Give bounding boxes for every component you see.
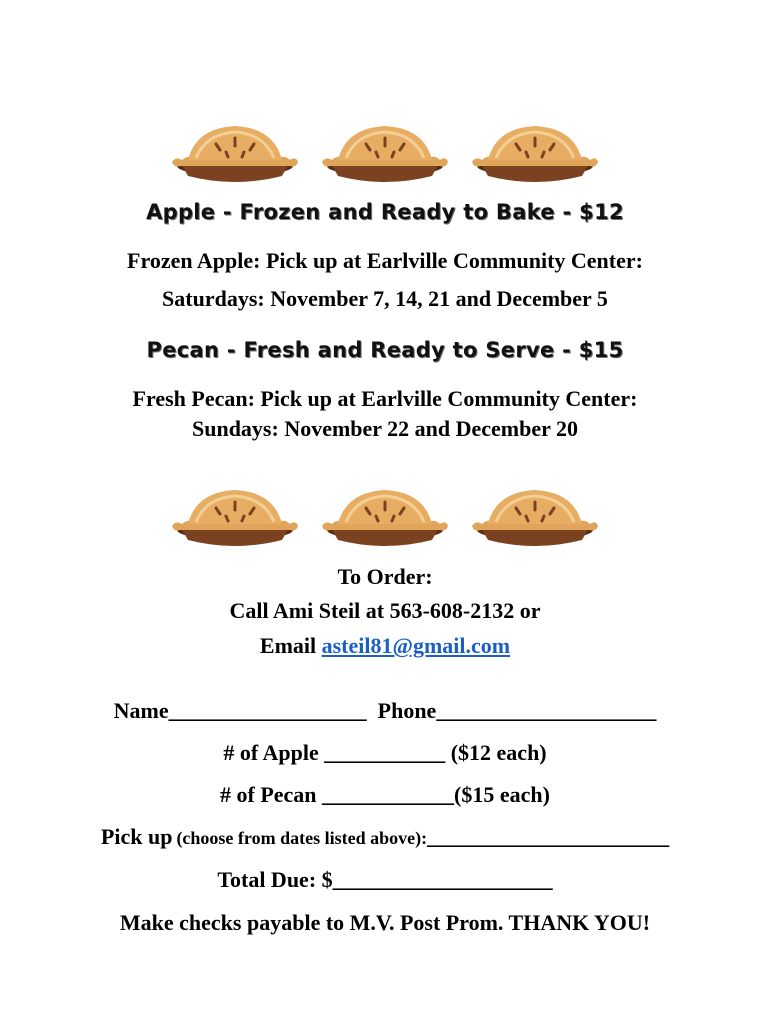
pie-icon bbox=[166, 482, 304, 554]
pie-row-bottom bbox=[0, 482, 770, 554]
pickup-line bbox=[0, 824, 770, 850]
name-phone-line bbox=[0, 698, 770, 724]
order-email-line bbox=[0, 633, 770, 659]
pie-icon bbox=[316, 482, 454, 554]
footer-note: Make checks payable to M.V. Post Prom. THANK YOU! bbox=[119, 910, 651, 935]
email-label: Email bbox=[259, 633, 322, 658]
pickup-note: (choose from dates listed above): bbox=[176, 828, 428, 848]
pecan-pickup-location: Fresh Pecan: Pick up at Earlville Community Center: bbox=[132, 386, 638, 411]
pecan-count-field[interactable]: # of Pecan ____________($15 each) bbox=[220, 782, 550, 807]
pie-icon bbox=[466, 482, 604, 554]
name-field[interactable]: Name__________________ bbox=[113, 698, 367, 723]
pecan-pickup-dates: Sundays: November 22 and December 20 bbox=[191, 416, 579, 441]
email-link[interactable]: asteil81@gmail.com bbox=[321, 633, 511, 658]
total-due-field[interactable]: Total Due: $____________________ bbox=[217, 867, 553, 892]
apple-heading: Apple - Frozen and Ready to Bake - $12 bbox=[146, 200, 624, 224]
pie-row-top bbox=[0, 118, 770, 190]
apple-pickup-dates: Saturdays: November 7, 14, 21 and December 5 bbox=[162, 286, 608, 311]
phone-field[interactable]: Phone____________________ bbox=[377, 698, 657, 723]
order-call: Call Ami Steil at 563-608-2132 or bbox=[229, 598, 541, 623]
apple-count-field[interactable]: # of Apple ___________ ($12 each) bbox=[223, 740, 547, 765]
apple-pickup-location: Frozen Apple: Pick up at Earlville Community Center: bbox=[127, 248, 643, 273]
pickup-label: Pick up bbox=[100, 824, 173, 849]
order-title: To Order: bbox=[337, 564, 433, 589]
pie-icon bbox=[166, 118, 304, 190]
pie-icon bbox=[316, 118, 454, 190]
pie-icon bbox=[466, 118, 604, 190]
pickup-field[interactable]: ______________________ bbox=[427, 824, 670, 849]
pecan-heading: Pecan - Fresh and Ready to Serve - $15 bbox=[146, 338, 624, 362]
